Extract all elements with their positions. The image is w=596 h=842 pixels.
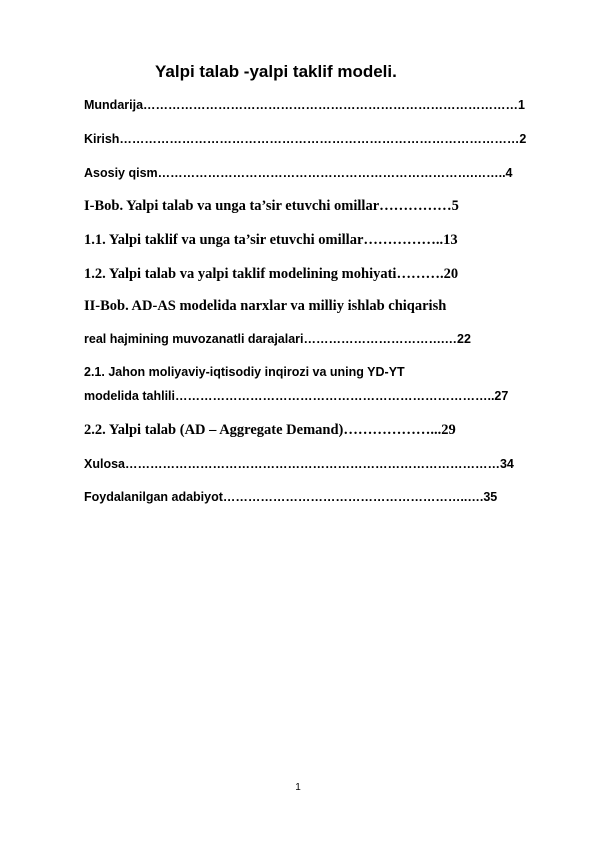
toc-line-chapter-2: II-Bob. AD-AS modelida narxlar va milliy ishlab chiqarish xyxy=(84,298,447,314)
toc-line-adabiyot: Foydalanilgan adabiyot…………………………………………………..….35 xyxy=(84,490,498,504)
toc-line-xulosa: Xulosa………………………………………………………………………………34 xyxy=(84,457,514,471)
page-number: 1 xyxy=(295,782,301,793)
toc-line-kirish: Kirish……………………………………………………………………………………2 xyxy=(84,132,527,146)
toc-line-chapter-2-cont: real hajmining muvozanatli darajalari…………………………….…22 xyxy=(84,332,471,346)
document-title: Yalpi talab -yalpi taklif modeli. xyxy=(155,62,397,81)
toc-line-section-2-1-cont: modelida tahlili…………………………………………………………………..27 xyxy=(84,389,509,403)
toc-line-mundarija: Mundarija………………………………………………………………………………1 xyxy=(84,98,525,112)
toc-line-section-1-1: 1.1. Yalpi taklif va unga ta’sir etuvchi omillar……………..13 xyxy=(84,232,458,248)
toc-line-section-2-1: 2.1. Jahon moliyaviy-iqtisodiy inqirozi va uning YD-YT xyxy=(84,365,405,379)
toc-line-section-1-2: 1.2. Yalpi talab va yalpi taklif modelining mohiyati……….20 xyxy=(84,266,459,282)
toc-line-asosiy-qism: Asosiy qism………………………………………………………………….……..4 xyxy=(84,166,513,180)
toc-line-chapter-1: I-Bob. Yalpi talab va unga ta’sir etuvchi omillar……………5 xyxy=(84,198,459,214)
toc-line-section-2-2: 2.2. Yalpi talab (AD – Aggregate Demand)………………...29 xyxy=(84,422,456,438)
